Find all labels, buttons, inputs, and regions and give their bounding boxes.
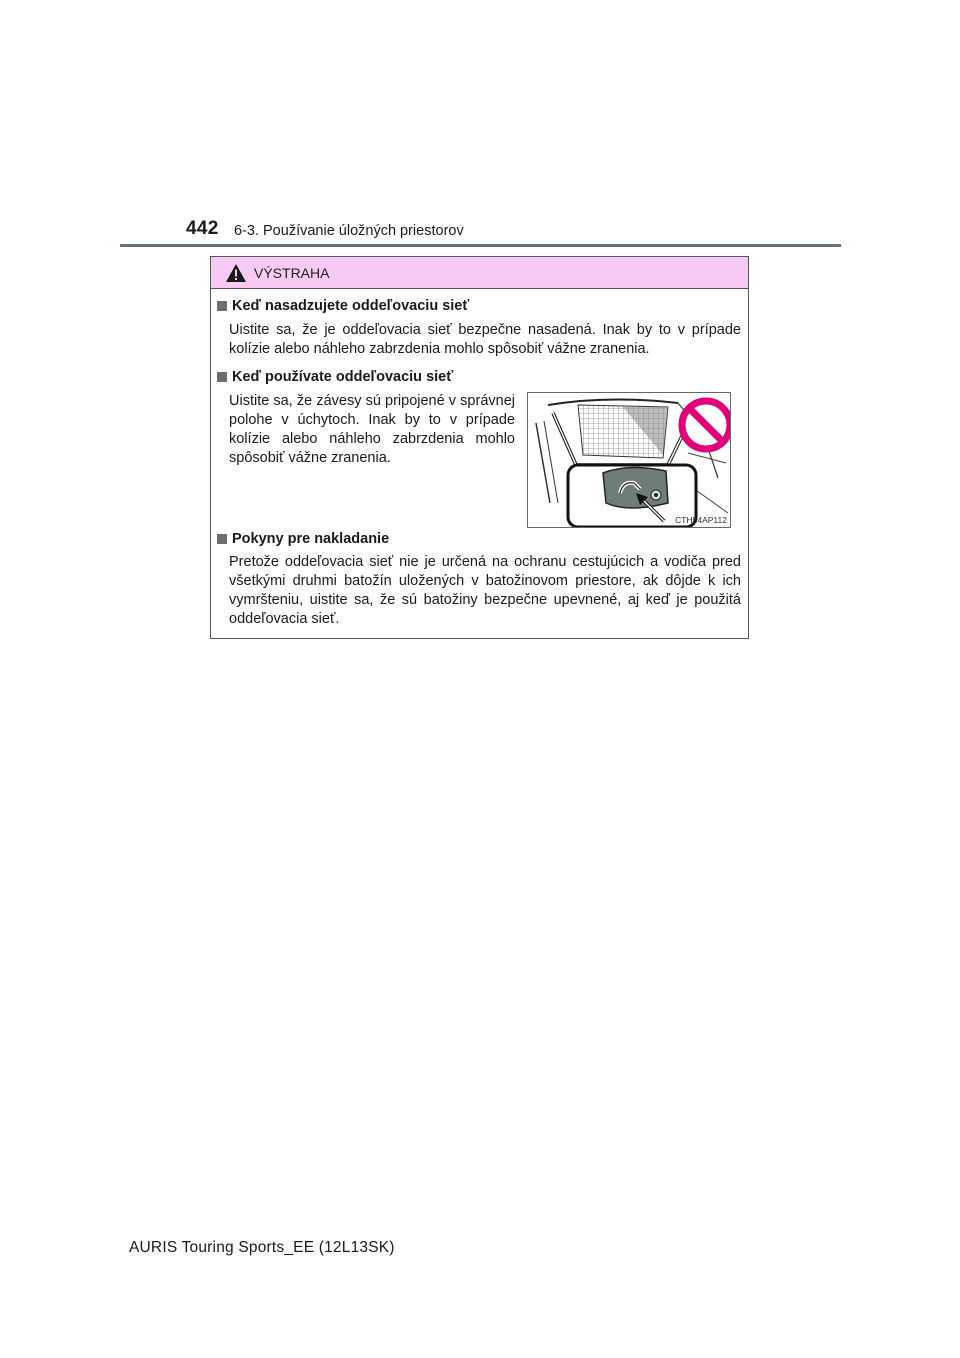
bullet-square-icon bbox=[217, 534, 227, 544]
section-heading bbox=[217, 531, 389, 547]
section-heading bbox=[217, 369, 453, 385]
bullet-square-icon bbox=[217, 372, 227, 382]
bullet-square-icon bbox=[217, 301, 227, 311]
section-text: Pretože oddeľovacia sieť nie je určená na ochranu cestujúcich a vodiča pred všetkými druhmi batožín uložených v batožinovom priestore, ak dôjde k ich vymršteniu, uistite sa, že sú batožiny bezpečne upevnené, aj keď je použitá oddeľovacia sieť. bbox=[229, 554, 741, 627]
warning-box bbox=[210, 256, 749, 639]
cargo-net-drawing bbox=[528, 393, 731, 528]
warning-triangle-icon bbox=[225, 263, 247, 283]
prohibition-icon bbox=[682, 401, 730, 449]
figure-code: CTH54AP112 bbox=[675, 515, 727, 525]
section-heading-text: Pokyny pre nakladanie bbox=[232, 531, 390, 547]
header-rule bbox=[120, 244, 841, 247]
section-text: Uistite sa, že je oddeľovacia sieť bezpečne nasadená. Inak by to v prípade kolízie alebo náhleho zabrzdenia mohlo spôsobiť vážne zranenia. bbox=[229, 322, 741, 357]
section-heading-text: Keď nasadzujete oddeľovaciu sieť bbox=[232, 298, 470, 314]
page-number: 442 bbox=[186, 218, 219, 239]
net-hook-illustration bbox=[527, 392, 731, 528]
warning-title: VÝSTRAHA bbox=[254, 264, 330, 281]
section-heading bbox=[217, 298, 469, 314]
section-heading-text: Keď používate oddeľovaciu sieť bbox=[232, 369, 454, 385]
section-title: 6-3. Používanie úložných priestorov bbox=[234, 223, 464, 239]
footer-model: AURIS Touring Sports_EE (12L13SK) bbox=[129, 1239, 395, 1256]
section-text: Uistite sa, že závesy sú pripojené v správnej polohe v úchytoch. Inak by to v prípade kolízie alebo náhleho zabrzdenia mohlo spôsobiť vážne zranenia. bbox=[229, 393, 515, 466]
warning-header bbox=[211, 257, 748, 289]
